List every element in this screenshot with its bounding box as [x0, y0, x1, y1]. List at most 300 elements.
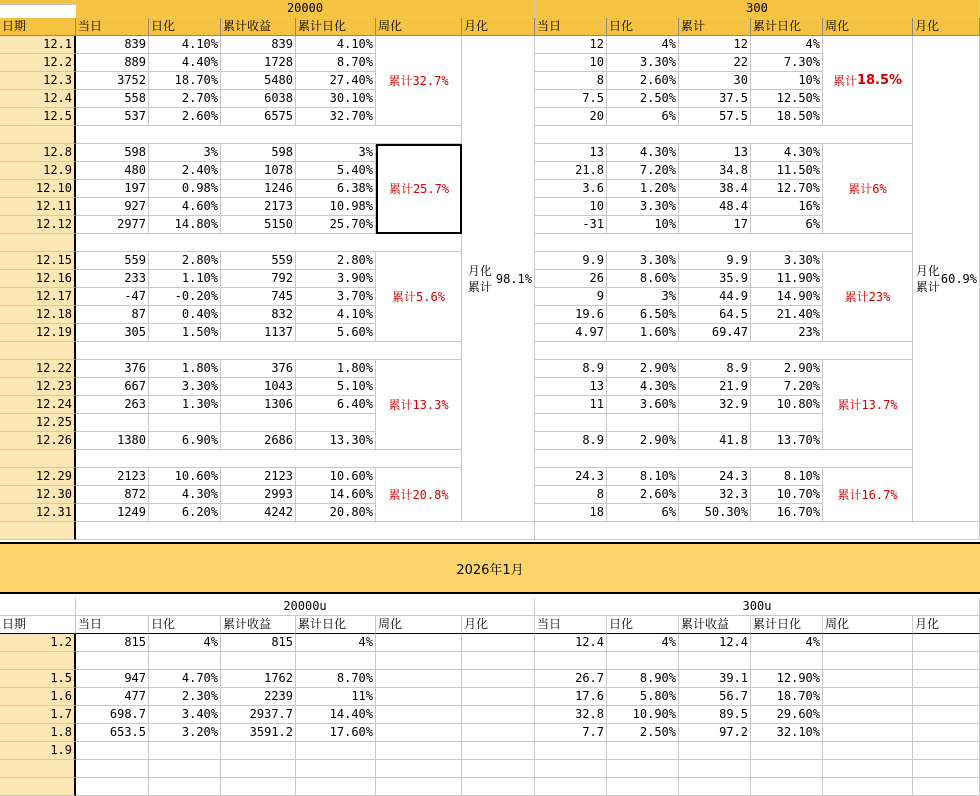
value-cell[interactable]: 4.40% — [149, 54, 221, 72]
value-cell[interactable]: 2.80% — [296, 252, 376, 270]
value-cell[interactable]: 57.5 — [679, 108, 751, 126]
value-cell[interactable]: 41.8 — [679, 432, 751, 450]
value-cell[interactable]: 4% — [607, 634, 679, 652]
empty-cell[interactable] — [462, 778, 535, 796]
value-cell[interactable]: 667 — [76, 378, 149, 396]
date-cell[interactable]: 12.5 — [0, 108, 76, 126]
weekly-total-right[interactable] — [823, 36, 913, 126]
column-header[interactable]: 月化 — [913, 616, 980, 634]
value-cell[interactable]: -47 — [76, 288, 149, 306]
value-cell[interactable]: 7.30% — [751, 54, 823, 72]
value-cell[interactable] — [221, 414, 296, 432]
blank-row[interactable] — [76, 126, 462, 144]
value-cell[interactable]: 14.40% — [296, 706, 376, 724]
value-cell[interactable]: 4242 — [221, 504, 296, 522]
monthly-cell[interactable] — [462, 742, 535, 760]
value-cell[interactable]: 4.10% — [296, 36, 376, 54]
empty-cell[interactable] — [376, 760, 462, 778]
value-cell[interactable]: 29.60% — [751, 706, 823, 724]
value-cell[interactable]: 2.60% — [149, 108, 221, 126]
date-cell[interactable]: 12.15 — [0, 252, 76, 270]
value-cell[interactable]: 2239 — [221, 688, 296, 706]
value-cell[interactable]: 5480 — [221, 72, 296, 90]
value-cell[interactable]: 4.60% — [149, 198, 221, 216]
value-cell[interactable]: 1.80% — [149, 360, 221, 378]
value-cell[interactable]: 2.90% — [607, 432, 679, 450]
value-cell[interactable]: 5.10% — [296, 378, 376, 396]
weekly-cell[interactable] — [376, 706, 462, 724]
value-cell[interactable]: 7.20% — [607, 162, 679, 180]
value-cell[interactable]: 8 — [535, 72, 607, 90]
value-cell[interactable]: 2.50% — [607, 90, 679, 108]
date-cell[interactable]: 12.29 — [0, 468, 76, 486]
value-cell[interactable]: 14.60% — [296, 486, 376, 504]
value-cell[interactable]: 5150 — [221, 216, 296, 234]
value-cell[interactable]: 12.90% — [751, 670, 823, 688]
value-cell[interactable]: 16.70% — [751, 504, 823, 522]
date-cell[interactable] — [0, 760, 76, 778]
value-cell[interactable] — [535, 652, 607, 670]
value-cell[interactable]: 3752 — [76, 72, 149, 90]
weekly-cell[interactable] — [376, 724, 462, 742]
weekly-total-left[interactable]: 累计20.8% — [376, 468, 462, 522]
value-cell[interactable]: 558 — [76, 90, 149, 108]
date-cell[interactable]: 1.8 — [0, 724, 76, 742]
value-cell[interactable]: 0.98% — [149, 180, 221, 198]
date-cell[interactable] — [0, 652, 76, 670]
value-cell[interactable] — [296, 742, 376, 760]
column-header[interactable]: 当日 — [535, 18, 607, 36]
value-cell[interactable]: 10.60% — [296, 468, 376, 486]
blank-row[interactable] — [76, 234, 462, 252]
monthly-cell[interactable] — [913, 688, 980, 706]
value-cell[interactable]: 8.10% — [751, 468, 823, 486]
date-cell[interactable]: 12.12 — [0, 216, 76, 234]
value-cell[interactable]: 17.60% — [296, 724, 376, 742]
empty-cell[interactable] — [607, 760, 679, 778]
empty-cell[interactable] — [607, 778, 679, 796]
value-cell[interactable]: 480 — [76, 162, 149, 180]
group-header-300u[interactable]: 300u — [535, 598, 980, 616]
weekly-cell[interactable] — [823, 724, 913, 742]
value-cell[interactable]: 26.7 — [535, 670, 607, 688]
empty-cell[interactable] — [751, 778, 823, 796]
month-band-title[interactable]: 2026年1月 — [0, 542, 980, 594]
date-cell[interactable]: 12.16 — [0, 270, 76, 288]
value-cell[interactable]: 4.30% — [751, 144, 823, 162]
value-cell[interactable]: 32.10% — [751, 724, 823, 742]
weekly-total-right[interactable]: 累计23% — [823, 252, 913, 342]
column-header[interactable]: 周化 — [823, 18, 913, 36]
value-cell[interactable]: 17.6 — [535, 688, 607, 706]
empty-cell[interactable] — [823, 760, 913, 778]
weekly-total-left[interactable]: 累计13.3% — [376, 360, 462, 450]
value-cell[interactable]: 815 — [221, 634, 296, 652]
value-cell[interactable]: 1137 — [221, 324, 296, 342]
weekly-cell[interactable] — [376, 742, 462, 760]
value-cell[interactable]: 4.10% — [296, 306, 376, 324]
column-header[interactable]: 累计日化 — [751, 18, 823, 36]
value-cell[interactable]: 0.40% — [149, 306, 221, 324]
value-cell[interactable] — [149, 652, 221, 670]
value-cell[interactable]: 12 — [679, 36, 751, 54]
value-cell[interactable]: 8.9 — [535, 432, 607, 450]
value-cell[interactable]: 1728 — [221, 54, 296, 72]
value-cell[interactable]: 2.60% — [607, 72, 679, 90]
value-cell[interactable]: 8.70% — [296, 54, 376, 72]
value-cell[interactable]: 2.80% — [149, 252, 221, 270]
value-cell[interactable]: 34.8 — [679, 162, 751, 180]
blank-row[interactable] — [535, 234, 913, 252]
value-cell[interactable] — [751, 742, 823, 760]
value-cell[interactable]: 1306 — [221, 396, 296, 414]
value-cell[interactable]: 9.9 — [679, 252, 751, 270]
monthly-cell[interactable] — [462, 688, 535, 706]
value-cell[interactable]: 1.10% — [149, 270, 221, 288]
value-cell[interactable]: 1380 — [76, 432, 149, 450]
empty-cell[interactable] — [221, 760, 296, 778]
value-cell[interactable]: 3.40% — [149, 706, 221, 724]
column-header[interactable]: 周化 — [376, 18, 462, 36]
monthly-cell[interactable] — [462, 706, 535, 724]
empty-cell[interactable] — [679, 760, 751, 778]
weekly-cell[interactable] — [376, 688, 462, 706]
value-cell[interactable]: 37.5 — [679, 90, 751, 108]
empty-cell[interactable] — [913, 760, 980, 778]
value-cell[interactable]: 792 — [221, 270, 296, 288]
weekly-cell[interactable] — [376, 670, 462, 688]
value-cell[interactable]: 8.70% — [296, 670, 376, 688]
value-cell[interactable]: 1078 — [221, 162, 296, 180]
value-cell[interactable]: 32.9 — [679, 396, 751, 414]
value-cell[interactable]: 30 — [679, 72, 751, 90]
value-cell[interactable]: 19.6 — [535, 306, 607, 324]
value-cell[interactable]: 6038 — [221, 90, 296, 108]
date-cell[interactable]: 1.7 — [0, 706, 76, 724]
value-cell[interactable]: 56.7 — [679, 688, 751, 706]
empty-cell[interactable] — [296, 760, 376, 778]
empty-cell[interactable] — [823, 778, 913, 796]
empty-cell[interactable] — [221, 778, 296, 796]
value-cell[interactable]: 263 — [76, 396, 149, 414]
value-cell[interactable]: 5.60% — [296, 324, 376, 342]
value-cell[interactable]: 87 — [76, 306, 149, 324]
group-header-20000u[interactable]: 20000u — [76, 598, 535, 616]
blank-row[interactable] — [535, 450, 913, 468]
value-cell[interactable]: 11.90% — [751, 270, 823, 288]
monthly-cell[interactable] — [913, 706, 980, 724]
value-cell[interactable]: 4% — [751, 634, 823, 652]
value-cell[interactable]: 6.40% — [296, 396, 376, 414]
value-cell[interactable] — [679, 414, 751, 432]
value-cell[interactable] — [149, 414, 221, 432]
blank-row[interactable] — [76, 342, 462, 360]
value-cell[interactable]: 3.70% — [296, 288, 376, 306]
value-cell[interactable]: 8.90% — [607, 670, 679, 688]
value-cell[interactable]: 13 — [535, 144, 607, 162]
value-cell[interactable]: 27.40% — [296, 72, 376, 90]
value-cell[interactable]: 3.30% — [751, 252, 823, 270]
value-cell[interactable]: 12 — [535, 36, 607, 54]
date-cell[interactable] — [0, 342, 76, 360]
value-cell[interactable]: 50.30% — [679, 504, 751, 522]
weekly-cell[interactable] — [823, 652, 913, 670]
date-cell[interactable]: 12.2 — [0, 54, 76, 72]
value-cell[interactable]: 3.90% — [296, 270, 376, 288]
value-cell[interactable]: 23% — [751, 324, 823, 342]
value-cell[interactable] — [751, 652, 823, 670]
monthly-total-left[interactable] — [462, 36, 535, 522]
value-cell[interactable]: 13.30% — [296, 432, 376, 450]
value-cell[interactable]: 3.30% — [607, 198, 679, 216]
value-cell[interactable]: 559 — [221, 252, 296, 270]
corner-cell[interactable] — [0, 0, 76, 5]
column-header[interactable]: 累计收益 — [679, 616, 751, 634]
value-cell[interactable]: 5.80% — [607, 688, 679, 706]
value-cell[interactable]: 20 — [535, 108, 607, 126]
value-cell[interactable]: 2937.7 — [221, 706, 296, 724]
value-cell[interactable]: 559 — [76, 252, 149, 270]
monthly-cell[interactable] — [462, 652, 535, 670]
value-cell[interactable]: 10.80% — [751, 396, 823, 414]
value-cell[interactable]: 8.9 — [679, 360, 751, 378]
corner-cell[interactable] — [0, 598, 76, 616]
date-cell[interactable]: 12.23 — [0, 378, 76, 396]
value-cell[interactable]: 13 — [535, 378, 607, 396]
value-cell[interactable]: 1.60% — [607, 324, 679, 342]
value-cell[interactable]: 3591.2 — [221, 724, 296, 742]
value-cell[interactable]: 4.10% — [149, 36, 221, 54]
date-cell[interactable]: 12.1 — [0, 36, 76, 54]
empty-cell[interactable] — [535, 760, 607, 778]
column-header[interactable]: 累计 — [679, 18, 751, 36]
value-cell[interactable]: 2173 — [221, 198, 296, 216]
value-cell[interactable]: 3% — [607, 288, 679, 306]
date-cell[interactable]: 12.11 — [0, 198, 76, 216]
weekly-total-left[interactable]: 累计5.6% — [376, 252, 462, 342]
value-cell[interactable]: 12.50% — [751, 90, 823, 108]
column-header[interactable]: 周化 — [376, 616, 462, 634]
value-cell[interactable]: 4% — [296, 634, 376, 652]
value-cell[interactable]: 9.9 — [535, 252, 607, 270]
value-cell[interactable]: 3.30% — [607, 54, 679, 72]
value-cell[interactable]: 927 — [76, 198, 149, 216]
column-header[interactable]: 累计日化 — [751, 616, 823, 634]
empty-cell[interactable] — [679, 778, 751, 796]
value-cell[interactable]: 872 — [76, 486, 149, 504]
value-cell[interactable] — [607, 742, 679, 760]
column-header[interactable]: 月化 — [462, 18, 535, 36]
value-cell[interactable]: 1249 — [76, 504, 149, 522]
monthly-cell[interactable] — [913, 724, 980, 742]
value-cell[interactable]: 839 — [221, 36, 296, 54]
value-cell[interactable]: 7.20% — [751, 378, 823, 396]
value-cell[interactable]: 2.70% — [149, 90, 221, 108]
column-header[interactable]: 累计收益 — [221, 616, 296, 634]
value-cell[interactable]: 18.70% — [751, 688, 823, 706]
column-header[interactable]: 当日 — [535, 616, 607, 634]
value-cell[interactable]: 376 — [221, 360, 296, 378]
value-cell[interactable]: 10.70% — [751, 486, 823, 504]
date-cell[interactable] — [0, 450, 76, 468]
value-cell[interactable]: 5.40% — [296, 162, 376, 180]
value-cell[interactable]: 8.9 — [535, 360, 607, 378]
value-cell[interactable]: 1246 — [221, 180, 296, 198]
value-cell[interactable]: 7.7 — [535, 724, 607, 742]
date-cell[interactable]: 12.4 — [0, 90, 76, 108]
column-header[interactable]: 周化 — [823, 616, 913, 634]
value-cell[interactable]: 537 — [76, 108, 149, 126]
value-cell[interactable] — [535, 414, 607, 432]
value-cell[interactable]: 3% — [149, 144, 221, 162]
value-cell[interactable]: 39.1 — [679, 670, 751, 688]
date-cell[interactable]: 12.9 — [0, 162, 76, 180]
weekly-total-right[interactable]: 累计13.7% — [823, 360, 913, 450]
value-cell[interactable]: 1762 — [221, 670, 296, 688]
date-cell[interactable] — [0, 126, 76, 144]
value-cell[interactable]: 2.60% — [607, 486, 679, 504]
date-cell[interactable]: 12.8 — [0, 144, 76, 162]
value-cell[interactable]: 32.3 — [679, 486, 751, 504]
value-cell[interactable]: 26 — [535, 270, 607, 288]
value-cell[interactable] — [149, 742, 221, 760]
value-cell[interactable]: 38.4 — [679, 180, 751, 198]
value-cell[interactable]: 14.90% — [751, 288, 823, 306]
monthly-cell[interactable] — [462, 724, 535, 742]
column-header[interactable]: 当日 — [76, 616, 149, 634]
value-cell[interactable]: 376 — [76, 360, 149, 378]
value-cell[interactable]: 477 — [76, 688, 149, 706]
column-header[interactable]: 累计收益 — [221, 18, 296, 36]
value-cell[interactable]: 11.50% — [751, 162, 823, 180]
value-cell[interactable]: 10.60% — [149, 468, 221, 486]
blank-row[interactable] — [535, 522, 980, 540]
value-cell[interactable]: 3.60% — [607, 396, 679, 414]
value-cell[interactable]: 12.4 — [535, 634, 607, 652]
value-cell[interactable]: 14.80% — [149, 216, 221, 234]
value-cell[interactable]: 9 — [535, 288, 607, 306]
blank-row[interactable] — [535, 342, 913, 360]
date-cell[interactable]: 1.6 — [0, 688, 76, 706]
value-cell[interactable]: 4% — [607, 36, 679, 54]
value-cell[interactable]: -0.20% — [149, 288, 221, 306]
weekly-total-left[interactable]: 累计25.7% — [376, 144, 462, 234]
value-cell[interactable] — [296, 414, 376, 432]
value-cell[interactable] — [76, 414, 149, 432]
value-cell[interactable]: 598 — [221, 144, 296, 162]
weekly-cell[interactable] — [823, 670, 913, 688]
value-cell[interactable]: 947 — [76, 670, 149, 688]
weekly-cell[interactable] — [823, 688, 913, 706]
weekly-cell[interactable] — [823, 706, 913, 724]
column-header[interactable]: 日期 — [0, 616, 76, 634]
column-header[interactable]: 月化 — [462, 616, 535, 634]
monthly-cell[interactable] — [913, 742, 980, 760]
value-cell[interactable]: 6% — [751, 216, 823, 234]
value-cell[interactable] — [76, 652, 149, 670]
value-cell[interactable]: 21.40% — [751, 306, 823, 324]
value-cell[interactable]: 20.80% — [296, 504, 376, 522]
value-cell[interactable]: 44.9 — [679, 288, 751, 306]
value-cell[interactable]: 16% — [751, 198, 823, 216]
value-cell[interactable]: 8.60% — [607, 270, 679, 288]
value-cell[interactable] — [296, 652, 376, 670]
blank-row[interactable] — [76, 522, 535, 540]
date-cell[interactable]: 12.25 — [0, 414, 76, 432]
date-cell[interactable]: 1.9 — [0, 742, 76, 760]
group-header-20000[interactable]: 20000 — [76, 0, 535, 18]
value-cell[interactable]: 745 — [221, 288, 296, 306]
date-cell[interactable]: 12.10 — [0, 180, 76, 198]
value-cell[interactable]: 1.30% — [149, 396, 221, 414]
date-cell[interactable]: 12.30 — [0, 486, 76, 504]
date-cell[interactable]: 12.17 — [0, 288, 76, 306]
column-header[interactable]: 累计日化 — [296, 18, 376, 36]
empty-cell[interactable] — [76, 778, 149, 796]
value-cell[interactable]: 11% — [296, 688, 376, 706]
value-cell[interactable]: 24.3 — [535, 468, 607, 486]
value-cell[interactable]: 18 — [535, 504, 607, 522]
value-cell[interactable]: 8 — [535, 486, 607, 504]
value-cell[interactable]: 21.8 — [535, 162, 607, 180]
value-cell[interactable]: 1.80% — [296, 360, 376, 378]
value-cell[interactable]: 698.7 — [76, 706, 149, 724]
value-cell[interactable]: 4.30% — [607, 144, 679, 162]
value-cell[interactable] — [535, 742, 607, 760]
value-cell[interactable]: 2686 — [221, 432, 296, 450]
value-cell[interactable]: 598 — [76, 144, 149, 162]
value-cell[interactable]: 32.70% — [296, 108, 376, 126]
empty-cell[interactable] — [76, 760, 149, 778]
value-cell[interactable]: 2.50% — [607, 724, 679, 742]
value-cell[interactable] — [607, 414, 679, 432]
date-cell[interactable]: 12.31 — [0, 504, 76, 522]
value-cell[interactable]: 6575 — [221, 108, 296, 126]
weekly-cell[interactable] — [823, 634, 913, 652]
value-cell[interactable]: 17 — [679, 216, 751, 234]
value-cell[interactable]: 2.90% — [751, 360, 823, 378]
value-cell[interactable]: 4.70% — [149, 670, 221, 688]
value-cell[interactable]: 18.70% — [149, 72, 221, 90]
value-cell[interactable]: 18.50% — [751, 108, 823, 126]
monthly-cell[interactable] — [462, 634, 535, 652]
value-cell[interactable]: 3.6 — [535, 180, 607, 198]
value-cell[interactable]: 1.20% — [607, 180, 679, 198]
value-cell[interactable]: 6.50% — [607, 306, 679, 324]
value-cell[interactable]: 7.5 — [535, 90, 607, 108]
value-cell[interactable]: 832 — [221, 306, 296, 324]
date-cell[interactable] — [0, 522, 76, 540]
value-cell[interactable]: 30.10% — [296, 90, 376, 108]
empty-cell[interactable] — [462, 760, 535, 778]
empty-cell[interactable] — [149, 760, 221, 778]
value-cell[interactable]: 2.90% — [607, 360, 679, 378]
date-cell[interactable]: 12.19 — [0, 324, 76, 342]
value-cell[interactable]: 653.5 — [76, 724, 149, 742]
date-cell[interactable] — [0, 234, 76, 252]
value-cell[interactable] — [221, 742, 296, 760]
column-header[interactable]: 月化 — [913, 18, 980, 36]
empty-cell[interactable] — [296, 778, 376, 796]
value-cell[interactable]: 233 — [76, 270, 149, 288]
value-cell[interactable]: 22 — [679, 54, 751, 72]
column-header[interactable]: 日化 — [607, 616, 679, 634]
value-cell[interactable]: 4.97 — [535, 324, 607, 342]
monthly-cell[interactable] — [913, 652, 980, 670]
value-cell[interactable] — [679, 742, 751, 760]
empty-cell[interactable] — [376, 778, 462, 796]
value-cell[interactable]: 1.50% — [149, 324, 221, 342]
